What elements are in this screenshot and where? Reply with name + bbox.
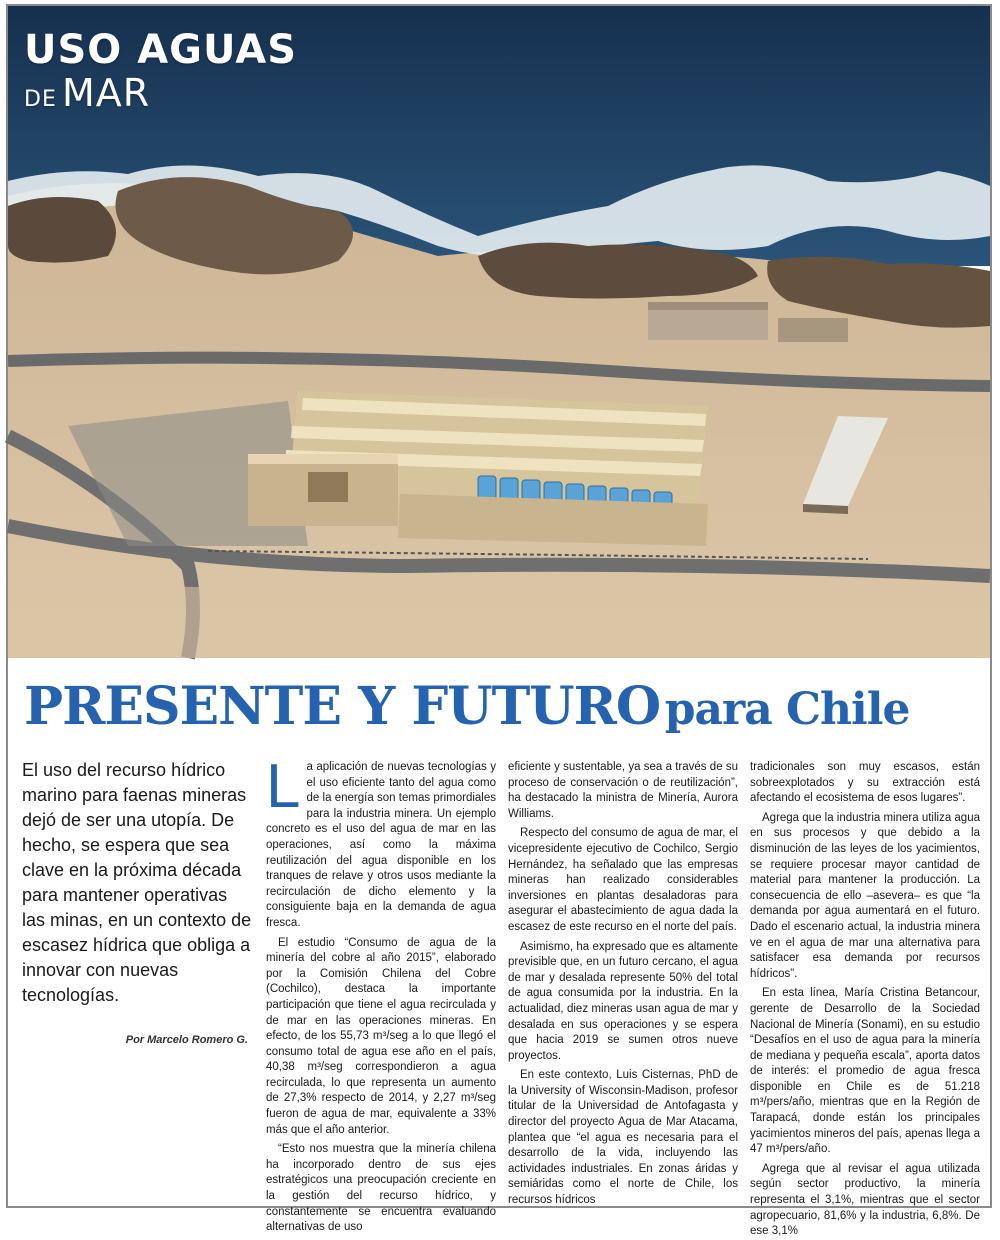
article-headline xyxy=(24,672,984,742)
body-paragraph: En este contexto, Luis Cisternas, PhD de la University of Wisconsin-Madison, profesor titular de la Universidad de Antofagasta y director del proyecto Agua de Mar Atacama, plantea que “el agua es necesaria para el desarrollo de la vida, incluyendo las actividades industriales. En zonas áridas y semiáridas como el norte de Chile, los recursos hídricos xyxy=(508,1069,738,1207)
body-paragraph: “Esto nos muestra que la minería chilena ha incorporado dentro de sus ejes estratégicos una preocupación creciente en la gestión del recurso hídrico, y constantemente se encuentra evaluando alternativas de uso xyxy=(266,1143,496,1234)
byline: Por Marcelo Romero G. xyxy=(125,1034,248,1046)
body-column-3 xyxy=(750,760,980,1238)
body-paragraph: Respecto del consumo de agua de mar, el vicepresidente ejecutivo de Cochilco, Sergio Hernández, ha señalado que las empresas mineras han realizado considerables inversiones en plantas desaladoras para asegurar el abastecimiento de agua dada la escasez de este recurso en el norte del país. xyxy=(508,827,738,933)
body-paragraph: Agrega que la industria minera utiliza agua en sus procesos y que debido a la disminución de las leyes de los yacimientos, se requiere procesar mayor cantidad de material para mantener la producción. La consecuencia de ello –asevera– es que “la demanda por agua aumentará en el futuro. Dado el escenario actual, la industria minera ve en el agua de mar una alternativa para satisfacer esa demanda por recursos hídricos”. xyxy=(750,811,980,980)
body-paragraph: En esta línea, María Cristina Betancour, gerente de Desarrollo de la Sociedad Nacional de Minería (Sonami), en su estudio “Desafíos en el uso de agua para la minería de mediana y pequeña escala”, aporta datos de interés: el promedio de agua fresca disponible en Chile es de 51.218 m³/pers/año, mientras que en la Región de Tarapacá, donde están los principales yacimientos mineros del país, apenas llega a 47 m³/pers/año. xyxy=(750,987,980,1156)
paragraph-text: a aplicación de nuevas tecnologías y el uso eficiente tanto del agua como de la energía son temas primordiales para la industria minera. Un ejemplo concreto es el uso del agua de mar en las operaciones, así como la máxima reutilización del agua disponible en los tranques de relave y otros usos mediante la recirculación de dicho elemento y la consiguiente baja en la demanda de agua fresca. xyxy=(266,761,496,929)
section-title xyxy=(24,27,298,115)
body-paragraph xyxy=(266,752,496,932)
lead-paragraph: El uso del recurso hídrico marino para faenas mineras dejó de ser una utopía. De hecho, se espera que sea clave en la próxima década para mantener operativas las minas, en un contexto de escasez hídrica que obliga a innovar con nuevas tecnologías. xyxy=(22,760,252,1005)
body-paragraph: Asimismo, ha expresado que es altamente previsible que, en un futuro cercano, el agua de mar y desalada represente 50% del total de agua consumida por la industria. En la actualidad, diez mineras usan agua de mar y desalada en sus operaciones y se espera que hacia 2019 se sumen otros nueve proyectos. xyxy=(508,940,738,1062)
section-title-de: DE xyxy=(24,87,57,112)
body-column-2 xyxy=(508,760,738,1207)
body-paragraph: Agrega que al revisar el agua utilizada según sector productivo, la minería representa el 3,1%, mientras que el sector agropecuario, 81,6% y la industria, 6,8%. De ese 3,1% xyxy=(750,1162,980,1238)
body-paragraph: El estudio “Consumo de agua de la minería del cobre al año 2015”, elaborado por la Comisión Chilena del Cobre (Cochilco), destaca la importante participación que tiene el agua recirculada y de mar en las operaciones mineras. En efecto, de los 55,73 m³/seg a lo que llegó el consumo total de agua ese año en el país, 40,38 m³/seg correspondieron a agua recirculada, lo que representa un aumento de 27,3% respecto de 2014, y 2,27 m³/seg fueron de agua de mar, equivalente a 33% más que el año anterior. xyxy=(266,936,496,1136)
section-title-line2 xyxy=(24,71,297,115)
headline-main: PRESENTE Y FUTURO xyxy=(24,676,661,737)
section-title-line1: USO AGUAS xyxy=(24,27,298,73)
headline-sub: para Chile xyxy=(664,684,910,735)
body-column-1 xyxy=(266,752,496,1234)
section-title-mar: MAR xyxy=(61,71,151,115)
body-paragraph: eficiente y sustentable, ya sea a través de su proceso de conservación o de reutilización”, ha destacado la ministra de Minería, Aurora Williams. xyxy=(508,761,738,820)
body-paragraph: tradicionales son muy escasos, están sobreexplotados y su extracción está afectando el ecosistema de esos lugares”. xyxy=(750,761,980,805)
drop-cap: L xyxy=(266,752,301,821)
